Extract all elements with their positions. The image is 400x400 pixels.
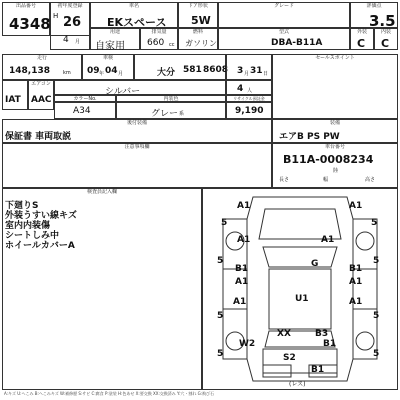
fuel-cell <box>178 28 218 50</box>
displacement-value: 660 <box>147 38 165 48</box>
sales-point-cell <box>272 54 398 119</box>
windshield-outline <box>263 247 337 267</box>
damage-front-left: A1 <box>237 201 251 211</box>
registration-month: 4 <box>63 35 69 45</box>
doors-label: ドア形状 <box>188 3 208 9</box>
mileage-value: 148,138 <box>9 66 50 76</box>
capacity-cell <box>226 80 272 95</box>
month-cell <box>50 28 90 50</box>
inspector-note: ホイールカバーA <box>5 241 75 251</box>
damage-hood-right: A1 <box>321 235 335 245</box>
damage-left-fender: 5 <box>221 218 228 228</box>
grade-cell <box>218 2 350 28</box>
notes-label: 注意事項欄 <box>124 144 150 150</box>
exterior-label: 外装 <box>356 29 367 35</box>
options-value: エアB PS PW <box>279 132 340 142</box>
damage-rear-b3: B3 <box>315 329 329 339</box>
score-value: 3.5 <box>369 12 396 30</box>
car-outline-svg <box>203 189 397 389</box>
chassis-label: 車台番号 <box>324 144 345 150</box>
inspector-note: シートしみ中 <box>5 231 60 241</box>
inspector-note: 外装うすい線キズ <box>5 211 77 221</box>
exterior-grade: C <box>357 37 366 50</box>
recycle-header <box>226 95 272 102</box>
inspector-cell <box>2 188 202 390</box>
tailgate-outline <box>263 349 337 373</box>
lot-number-label: 出品番号 <box>15 3 36 9</box>
grade-label: グレード <box>273 3 294 9</box>
recycle-value: 9,190 <box>235 106 264 116</box>
month-label: 月 <box>75 39 81 45</box>
notes-cell <box>2 143 272 188</box>
damage-right-5-low: 5 <box>373 311 380 321</box>
color-value: シルバー <box>105 87 141 97</box>
damage-right-5-bottom: 5 <box>373 349 380 359</box>
usage-value: 自家用 <box>95 41 125 52</box>
date-day: 31 <box>250 66 263 76</box>
score-cell <box>350 2 398 28</box>
recycle-label: リサイクル預託金 <box>233 96 265 101</box>
plate-number: 8608 <box>203 65 229 75</box>
interior-grade: C <box>381 37 390 50</box>
size-width: 幅 <box>323 177 329 183</box>
date-month: 3 <box>237 66 244 76</box>
doors-value: 5W <box>191 14 211 27</box>
transmission-cell <box>2 80 28 110</box>
damage-rear-b1: B1 <box>323 339 337 349</box>
wheel-fr <box>356 232 374 250</box>
first-registration-label: 初年度登録 <box>57 3 83 9</box>
date-month-suffix: 月 <box>244 71 250 77</box>
mileage-label: 走行 <box>36 55 47 61</box>
damage-g-mark: G <box>311 259 319 269</box>
options-cell <box>272 119 398 143</box>
aircon-label: エアコン <box>31 81 51 87</box>
damage-left-door-front: B1 <box>235 264 249 274</box>
damage-right-side: A1 <box>349 297 363 307</box>
lot-number: 4348 <box>9 15 51 33</box>
damage-left-upper-mid: 5 <box>217 256 224 266</box>
registration-year: 26 <box>63 15 82 30</box>
interior-color-header <box>116 95 226 102</box>
damage-right-upper-mid: 5 <box>373 256 380 266</box>
damage-rear-w2: W2 <box>239 339 256 349</box>
damage-right-door-rear: A1 <box>349 277 363 287</box>
usage-cell <box>90 28 140 50</box>
interior-color-label: 内装色 <box>163 96 179 102</box>
exterior-cell <box>350 28 374 50</box>
fuel-label: 燃料 <box>192 29 203 35</box>
usage-label: 用途 <box>109 29 120 35</box>
inspection-month-suffix: 月 <box>118 71 124 77</box>
interior-cell <box>374 28 398 50</box>
era-letter: H <box>53 12 59 20</box>
damage-right-door-front: B1 <box>349 264 363 274</box>
aircon-cell <box>28 80 54 110</box>
damage-rear-xx: XX <box>277 329 291 339</box>
damage-bottom-text: (レス) <box>289 381 306 388</box>
lot-number-cell <box>2 2 50 36</box>
options-label: 装備 <box>329 120 340 126</box>
color-no-value: A34 <box>73 106 91 116</box>
mileage-cell <box>2 54 82 80</box>
chassis-cell <box>272 143 398 188</box>
damage-roof: U1 <box>295 294 309 304</box>
wheel-rr <box>356 332 374 350</box>
footer-legend: A:キズ U:へこみ B:へこみキズ W:補修歴 S:サビ C:腐食 P:塗装 H:色あせ X:要交換 XX:交換済み Y:穴・割れ G:飛び石 <box>4 391 215 396</box>
recycle-cell <box>226 102 272 119</box>
damage-diagram <box>202 188 398 390</box>
rear-equip-label: 後付装備 <box>126 120 147 126</box>
plate-region: 大分 <box>157 68 176 78</box>
model-cell <box>218 28 350 50</box>
inspection-year-suffix: 年 <box>99 71 105 77</box>
damage-left-door-rear: A1 <box>235 277 249 287</box>
inspector-note: 下廻りS <box>5 201 39 211</box>
inspection-month: 04 <box>105 66 118 76</box>
damage-left-5-bottom: 5 <box>217 349 224 359</box>
aircon: AAC <box>31 95 52 105</box>
inspector-label: 検査員記入欄 <box>86 189 117 195</box>
damage-right-fender: 5 <box>371 218 378 228</box>
interior-color-value: グレー <box>151 109 179 119</box>
car-name: EKスペース <box>107 16 167 29</box>
car-name-label: 車名 <box>128 3 139 9</box>
date-day-suffix: 日 <box>263 71 269 77</box>
damage-hood-left: A1 <box>237 235 251 245</box>
size-length: 長さ <box>279 177 290 183</box>
plate-class: 581 <box>183 65 202 75</box>
size-height: 高さ <box>365 177 376 183</box>
color-cell <box>54 80 226 95</box>
damage-left-rear: A1 <box>233 297 247 307</box>
capacity-value: 4 <box>237 84 244 94</box>
displacement-label: 排気量 <box>151 29 167 35</box>
rear-equip-cell <box>2 119 272 143</box>
fuel-value: ガソリン <box>185 39 217 48</box>
car-name-cell <box>90 2 178 28</box>
interior-color-cell <box>116 102 226 119</box>
damage-bumper-s2: S2 <box>283 353 296 363</box>
displacement-cell <box>140 28 178 50</box>
rear-equip-value: 保証書 車両取説 <box>5 132 72 142</box>
doors-cell <box>178 2 218 28</box>
interior-label: 内装 <box>380 29 391 35</box>
transmission: IAT <box>5 95 21 105</box>
chassis-number: B11A-0008234 <box>283 153 374 166</box>
damage-front-right: A1 <box>349 201 363 211</box>
interior-color-suffix: 系 <box>179 111 185 117</box>
mileage-unit: km <box>63 70 71 76</box>
capacity-unit: 人 <box>247 88 253 94</box>
inspection-label: 車検 <box>102 55 113 61</box>
damage-left-5-low: 5 <box>217 311 224 321</box>
color-no-cell <box>54 102 116 119</box>
sales-point-label: セールスポイント <box>315 55 355 61</box>
damage-bumper-b1: B1 <box>311 365 325 375</box>
inspection-cell <box>82 54 134 80</box>
model-value: DBA-B11A <box>271 38 323 48</box>
color-no-header <box>54 95 116 102</box>
chassis-note: 陸 <box>333 168 339 174</box>
date-cell <box>226 54 272 80</box>
displacement-unit: cc <box>169 42 175 48</box>
score-label: 評価点 <box>366 3 382 9</box>
inspector-note: 室内内装傷 <box>5 221 51 231</box>
inspection-year: 09 <box>87 66 100 76</box>
plate-cell <box>134 54 229 80</box>
model-label: 型式 <box>278 29 289 35</box>
color-no-label: カラーNo. <box>73 96 97 102</box>
